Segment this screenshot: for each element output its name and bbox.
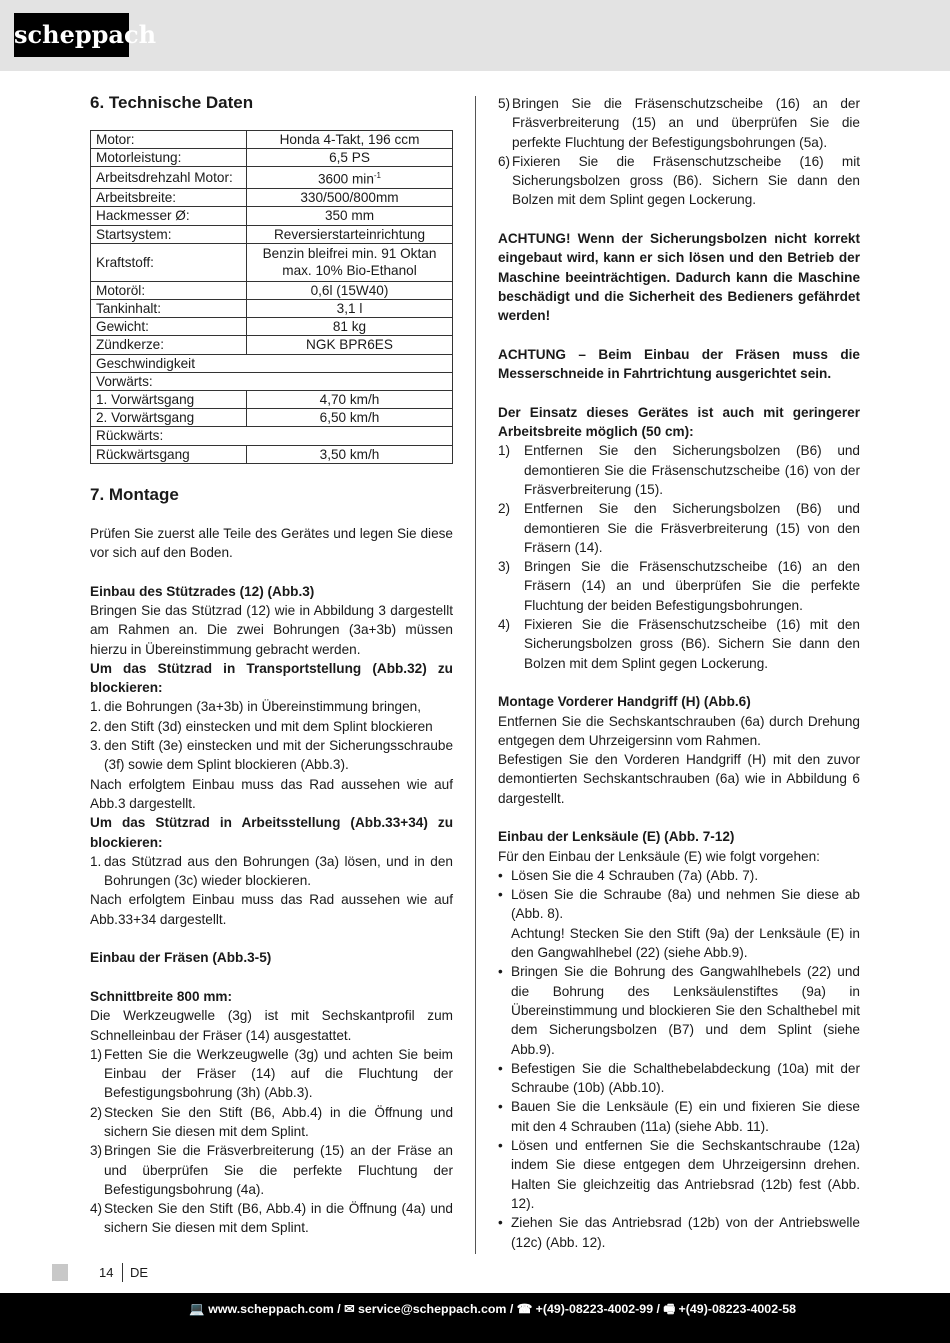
- list-text: Bringen Sie die Bohrung des Gangwahlhebels (22) und die Bohrung des Lenksäulenstiftes (9a) in Übereinstimmung und blockieren Sie den Schalthebel mit dem Sicherungsbolzen (B7) und dem Splint (siehe Abb.9).: [511, 964, 860, 1057]
- list-item: [90, 736, 453, 775]
- list-marker: 3): [90, 1143, 103, 1159]
- list-item: [90, 717, 453, 736]
- spec-label: Motor:: [91, 131, 247, 149]
- handgriff-text-2: Befestigen Sie den Vorderen Handgriff (H) mit den zuvor demontierten Sechskantschrauben (6a) wie in Abbildung 6 dargestellt.: [498, 752, 860, 806]
- spec-label: Startsystem:: [91, 225, 247, 243]
- spec-value-text: 3,1 l: [336, 300, 363, 316]
- spec-row: [91, 281, 453, 299]
- fraesen-title: Einbau der Fräsen (Abb.3-5): [90, 950, 272, 966]
- lenksaeule-intro: Für den Einbau der Lenksäule (E) wie folgt vorgehen:: [498, 848, 820, 864]
- page-number: 14: [99, 1265, 114, 1280]
- list-text: den Stift (3d) einstecken und mit dem Splint blockieren: [104, 718, 433, 734]
- list-item: [498, 1136, 860, 1213]
- spec-label: Zündkerze:: [91, 336, 247, 354]
- spec-row: [91, 336, 453, 354]
- spec-value-text: 3600 min: [317, 171, 374, 187]
- list-text: Entfernen Sie den Sicherungsbolzen (B6) und demontieren Sie die Fräsverbreiterung (15) von den Fräsern (14).: [524, 501, 860, 555]
- list-item: [498, 441, 860, 499]
- arbeit-after: Nach erfolgtem Einbau muss das Rad aussehen wie auf Abb.33+34 dargestellt.: [90, 892, 453, 927]
- spec-value: [247, 207, 453, 225]
- spec-label: 2. Vorwärtsgang: [91, 409, 247, 427]
- spec-value-text: 350 mm: [324, 208, 375, 224]
- list-text: Stecken Sie den Stift (B6, Abb.4) in die Öffnung und sichern Sie diesen mit dem Splint.: [104, 1104, 453, 1139]
- list-text: den Stift (3e) einstecken und mit der Sicherungsschraube (3f) sowie dem Splint blockieren (Abb.3).: [104, 738, 453, 773]
- spec-value-text: 4,70 km/h: [319, 391, 380, 407]
- narrow-list: [498, 441, 860, 673]
- list-item: [498, 1059, 860, 1098]
- spec-row: [91, 372, 453, 390]
- spec-value: [247, 336, 453, 354]
- arbeit-title: Um das Stützrad in Arbeitsstellung (Abb.33+34) zu blockieren:: [90, 815, 453, 850]
- list-marker: 1.: [90, 699, 102, 715]
- column-divider: [475, 96, 476, 1254]
- list-text: Fixieren Sie die Fräsenschutzscheibe (16) mit den Sicherungsbolzen gross (B6). Sichern Sie dann den Bolzen mit dem Splint gegen Lockerung.: [524, 617, 860, 671]
- schnittbreite-title: Schnittbreite 800 mm:: [90, 988, 233, 1004]
- list-marker: 2): [498, 501, 511, 517]
- spec-label: Motoröl:: [91, 281, 247, 299]
- page-separator: [122, 1263, 123, 1282]
- spec-label: Arbeitsdrehzahl Motor:: [91, 167, 247, 189]
- list-marker: 2): [90, 1104, 103, 1120]
- spec-value-sup: -1: [373, 171, 382, 181]
- schnittbreite-text: Die Werkzeugwelle (3g) ist mit Sechskantprofil zum Schnelleinbau der Fräser (14) ausgestattet.: [90, 1008, 453, 1043]
- list-text: Bringen Sie die Fräsenschutzscheibe (16) an der Fräsverbreiterung (15) an und überprüfen Sie die perfekte Fluchtung der Befestigungsbohrungen (5a).: [512, 96, 860, 150]
- spec-label: Arbeitsbreite:: [91, 189, 247, 207]
- stuetzrad-text: Bringen Sie das Stützrad (12) wie in Abbildung 3 dargestellt am Rahmen an. Die zwei Bohrungen (3a+3b) müssen hierzu in Übereinstimmung gebracht werden.: [90, 602, 453, 657]
- list-text: Bauen Sie die Lenksäule (E) ein und fixieren Sie diese mit den 4 Schrauben (11a) (siehe Abb. 11).: [511, 1099, 860, 1134]
- transport-after: Nach erfolgtem Einbau muss das Rad aussehen wie auf Abb.3 dargestellt.: [90, 776, 453, 811]
- spec-value-text: 0,6l (15W40): [310, 282, 389, 298]
- list-marker: 4): [90, 1201, 103, 1217]
- spec-value: [247, 318, 453, 336]
- list-item: [498, 1213, 860, 1252]
- list-text: Befestigen Sie die Schalthebelabdeckung (10a) mit der Schraube (10b) (Abb.10).: [511, 1060, 860, 1096]
- list-marker: •: [498, 1060, 503, 1076]
- list-marker: •: [498, 964, 503, 980]
- spec-value: [247, 445, 453, 463]
- spec-value-text-2: max. 10% Bio-Ethanol: [282, 263, 417, 279]
- contact-line: 💻 www.scheppach.com / ✉ service@scheppach.com / ☎ +(49)-08223-4002-99 / 🖷 +(49)-08223-4002-58: [189, 1302, 796, 1316]
- spec-row: [91, 318, 453, 336]
- list-item: [498, 1097, 860, 1136]
- list-item: [90, 1141, 453, 1199]
- steps-cont-list: [498, 94, 860, 210]
- schnitt-list: [90, 1045, 453, 1238]
- transport-list: [90, 697, 453, 774]
- scheppach-logo: scheppach: [14, 13, 129, 57]
- language-code: DE: [130, 1265, 149, 1280]
- list-item: [498, 866, 860, 885]
- list-marker: 1.: [90, 853, 102, 869]
- spec-value-text: 330/500/800mm: [300, 190, 399, 206]
- spec-label: Tankinhalt:: [91, 299, 247, 317]
- list-text-2: Achtung! Stecken Sie den Stift (9a) der Lenksäule (E) in den Gangwahlhebel (22) (siehe Abb.9).: [511, 925, 860, 961]
- spec-table: [90, 130, 453, 464]
- spec-label: Motorleistung:: [91, 149, 247, 167]
- spec-value: [247, 281, 453, 299]
- list-item: [90, 697, 453, 716]
- spec-row: [91, 445, 453, 463]
- handgriff-text-1: Entfernen Sie die Sechskantschrauben (6a) durch Drehung entgegen dem Uhrzeigersinn vom Rahmen.: [498, 713, 860, 748]
- list-marker: 2.: [90, 718, 102, 734]
- spec-value-text: Benzin bleifrei min. 91 Oktan: [262, 246, 437, 262]
- list-text: Fixieren Sie die Fräsenschutzscheibe (16) mit Sicherungsbolzen gross (B6). Sichern Sie dann den Bolzen mit dem Splint gegen Lockerung.: [512, 153, 860, 208]
- list-marker: 3): [498, 559, 511, 575]
- spec-row: [91, 131, 453, 149]
- spec-value: [247, 390, 453, 408]
- left-column: [90, 92, 453, 1238]
- spec-label: Kraftstoff:: [91, 243, 247, 281]
- stuetzrad-title: Einbau des Stützrades (12) (Abb.3): [90, 583, 315, 599]
- spec-value-text: Honda 4-Takt, 196 ccm: [279, 132, 420, 147]
- list-marker: 6): [498, 153, 511, 169]
- spec-row: [91, 427, 453, 445]
- list-item: [498, 94, 860, 152]
- list-marker: 5): [498, 96, 511, 111]
- list-text: Lösen Sie die Schraube (8a) und nehmen Sie diese ab (Abb. 8).: [511, 887, 860, 922]
- spec-value: [247, 225, 453, 243]
- spec-row: [91, 167, 453, 189]
- list-item: [498, 962, 860, 1058]
- spec-row: [91, 189, 453, 207]
- spec-value: [247, 131, 453, 149]
- spec-label: Hackmesser Ø:: [91, 207, 247, 225]
- list-text: Fetten Sie die Werkzeugwelle (3g) und achten Sie beim Einbau der Fräser (14) auf die Fluchtung der Befestigungsbohrung (3h) (Abb.3).: [104, 1046, 453, 1101]
- section-7-title: 7. Montage: [90, 484, 179, 504]
- list-text: Ziehen Sie das Antriebsrad (12b) von der Antriebswelle (12c) (Abb. 12).: [511, 1215, 860, 1250]
- right-column: [498, 94, 860, 1252]
- spec-value-text: 81 kg: [332, 319, 367, 335]
- spec-label: Rückwärtsgang: [91, 445, 247, 463]
- transport-title: Um das Stützrad in Transportstellung (Abb.32) zu blockieren:: [90, 660, 453, 696]
- list-text: Stecken Sie den Stift (B6, Abb.4) in die Öffnung (4a) und sichern Sie diesen mit dem Splint.: [104, 1201, 453, 1236]
- spec-row: [91, 225, 453, 243]
- list-item: [498, 152, 860, 210]
- spec-label: Geschwindigkeit: [91, 354, 453, 372]
- list-marker: 1): [90, 1046, 103, 1062]
- lenksaeule-title: Einbau der Lenksäule (E) (Abb. 7-12): [498, 829, 735, 845]
- montage-intro: Prüfen Sie zuerst alle Teile des Gerätes und legen Sie diese vor sich auf den Boden.: [90, 525, 453, 561]
- arbeit-list: [90, 852, 453, 891]
- list-marker: •: [498, 1138, 503, 1154]
- list-marker: •: [498, 887, 503, 903]
- list-item: [90, 1045, 453, 1103]
- lenk-list: [498, 866, 860, 1252]
- warning-2: ACHTUNG – Beim Einbau der Fräsen muss die Messerschneide in Fahrtrichtung ausgerichtet sein.: [498, 346, 860, 382]
- list-item: [90, 1199, 453, 1238]
- list-text: Bringen Sie die Fräsverbreiterung (15) an der Fräse an und überprüfen Sie die perfekte Fluchtung der Befestigungsbohrung (4a).: [104, 1143, 453, 1197]
- list-marker: 1): [498, 443, 511, 459]
- spec-row: [91, 409, 453, 427]
- spec-value: [247, 299, 453, 317]
- handgriff-title: Montage Vorderer Handgriff (H) (Abb.6): [498, 694, 751, 710]
- spec-value-text: Reversierstarteinrichtung: [273, 226, 426, 242]
- list-marker: 3.: [90, 738, 102, 754]
- list-item: [498, 557, 860, 615]
- spec-value-text: 6,50 km/h: [319, 410, 380, 426]
- spec-row: [91, 149, 453, 167]
- list-marker: 4): [498, 617, 511, 633]
- list-item: [90, 1103, 453, 1142]
- list-text: Entfernen Sie den Sicherungsbolzen (B6) und demontieren Sie die Fräsenschutzscheibe (16) von der Fräsverbreiterung (15).: [524, 443, 860, 497]
- spec-value: [247, 243, 453, 281]
- spec-value: [247, 149, 453, 167]
- list-item: [498, 499, 860, 557]
- spec-value-text: NGK BPR6ES: [306, 337, 393, 353]
- list-item: [90, 852, 453, 891]
- spec-label: Gewicht:: [91, 318, 247, 336]
- list-text: Lösen und entfernen Sie die Sechskantschraube (12a) indem Sie diese entgegen dem Uhrzeigersinn drehen. Halten Sie gleichzeitig das Antriebsrad (12b) fest (Abb. 12).: [511, 1138, 860, 1211]
- list-text: Bringen Sie die Fräsenschutzscheibe (16) an den Fräsern (14) an und überprüfen Sie die perfekte Fluchtung der beiden Befestigungsbohrungen.: [524, 559, 860, 613]
- header-bar: [0, 0, 950, 71]
- spec-value-text: 6,5 PS: [329, 150, 370, 166]
- list-text: Lösen Sie die 4 Schrauben (7a) (Abb. 7).: [511, 867, 759, 883]
- spec-value: [247, 189, 453, 207]
- spec-row: [91, 390, 453, 408]
- list-marker: •: [498, 1215, 503, 1231]
- footer-marker: [52, 1264, 68, 1281]
- list-text: die Bohrungen (3a+3b) in Übereinstimmung bringen,: [104, 699, 422, 715]
- list-marker: •: [498, 867, 503, 883]
- list-text: das Stützrad aus den Bohrungen (3a) lösen, und in den Bohrungen (3c) wieder blockieren.: [104, 853, 453, 889]
- spec-row: [91, 207, 453, 225]
- spec-row: [91, 354, 453, 372]
- spec-row: [91, 243, 453, 281]
- section-6-title: 6. Technische Daten: [90, 93, 254, 112]
- spec-value: [247, 167, 453, 189]
- spec-label: Rückwärts:: [91, 427, 453, 445]
- spec-label: Vorwärts:: [91, 372, 453, 390]
- list-item: [498, 885, 860, 962]
- warning-1: ACHTUNG! Wenn der Sicherungsbolzen nicht korrekt eingebaut wird, kann er sich lösen und den Betrieb der Maschine beeinträchtigen. Dadurch kann die Maschine beschädigt und die Sicherheit des Bedieners gefährdet werden!: [498, 231, 860, 324]
- spec-row: [91, 299, 453, 317]
- narrow-title: Der Einsatz dieses Gerätes ist auch mit geringerer Arbeitsbreite möglich (50 cm):: [498, 404, 860, 440]
- spec-value-text: 3,50 km/h: [319, 446, 380, 462]
- list-marker: •: [498, 1099, 503, 1115]
- spec-value: [247, 409, 453, 427]
- footer-bar: [0, 1293, 950, 1343]
- list-item: [498, 615, 860, 673]
- spec-label: 1. Vorwärtsgang: [91, 390, 247, 408]
